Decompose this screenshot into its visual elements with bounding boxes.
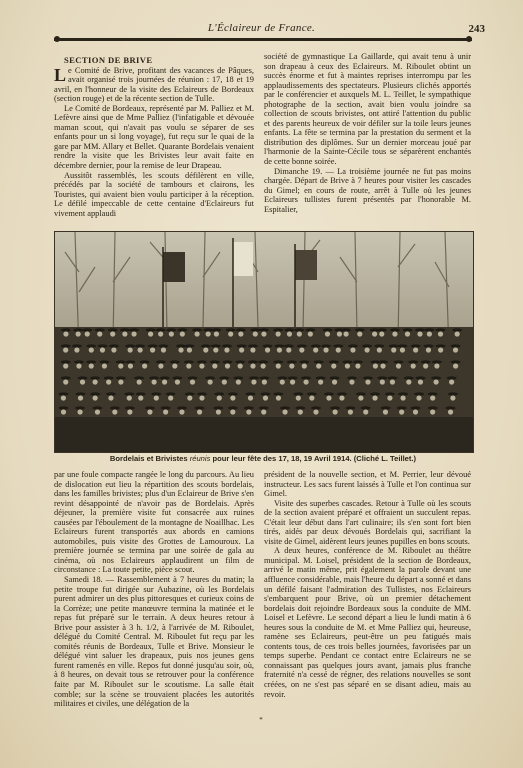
paragraph: Le Comité de Bordeaux, représenté par M. Palliez et M. Lefèvre ainsi que de Mme Palliez (l'infatigable et dévouée maman scout, qui n'avait pas voulu se séparer de ses enfants pour un si long voyage), fut reçu sur le quai de la gare par MM. Allary et Bellet. Quarante Bordelais venaient rendre la visite que les Brivistes leur avait faite en décembre dernier, pour la remise de leur Drapeau. (54, 103, 254, 171)
paragraph: par une foule compacte rangée le long du parcours. Au lieu de dislocation eut lieu la répartition des scouts bordelais, dans les familles brivistes; plus d'un Eclaireur de Brive s'en revint désappointé de n'avoir pas de Bordelais. Après déjeuner, la première visite fut consacrée aux ruines causées par l'éboulement de la montagne de Noaillhac. Les Eclaireurs furent transportés aux abords en camions automobiles, puis visite des Grottes de Lamouroux. La première journée se termina par une soirée de gala au cinéma, où nos Eclaireurs applaudirent un film de circonstance : La toute petite, pièce scout. (54, 470, 254, 575)
column-bottom-left-text (54, 470, 254, 709)
group-photo (54, 231, 474, 453)
column-bottom-right-text (264, 470, 471, 699)
drop-cap: L (54, 64, 67, 85)
end-ornament: * (259, 716, 263, 724)
caption-prefix: Bordelais et Brivistes (109, 454, 188, 463)
group-photo-image (55, 232, 473, 452)
column-top-left-text (54, 66, 254, 219)
column-bottom-left (54, 470, 254, 709)
section-heading: SECTION DE BRIVE (64, 55, 153, 65)
paragraph: Samedi 18. — Rassemblement à 7 heures du matin; la petite troupe fut dirigée sur Aubazine, où les Bordelais purent admirer un des plus pittoresques et curieux coins de la Corrèze; une petite manœuvre termina la matinée et le repas fut préparé sur le terrain. A deux heures retour à Brive pour assister à 3 h. 1/2, à l'arrivée de M. Riboulet, délégué du Comité Central. M. Riboulet fut reçu par les comités réunis de Bordeaux, Tulle et Brive. Monsieur le délégué vint saluer les drapeaux, puis nos jeunes gens furent ramenés en ville. Repos fut donné jusqu'au soir, où, à 8 heures, on devait tous se retrouver pour la conférence faite par M. Riboulet sur le scoutisme. La salle était comble; sur la scène se trouvaient placées les autorités militaires et civiles, une délégation de la (54, 575, 254, 709)
running-title: L'Éclaireur de France. (207, 22, 316, 34)
paragraph: Aussitôt rassemblés, les scouts défilèrent en ville, précédés par la société de tambours et clairons, les Touristes, qui avaient bien voulu participer à la réception. Le défilé impeccable de cette centaine d'Eclaireurs fut vivement applaudi (54, 170, 254, 218)
column-top-left (54, 56, 254, 218)
paragraph-text: e Comité de Brive, profitant des vacances de Pâques, avait organisé trois journées de réunion : 17, 18 et 19 avril, en l'honneur de la visite des Eclaireurs de Bordeaux (section rouge) et de la récente section de Tulle. (54, 65, 254, 104)
column-top-right-text (264, 52, 471, 214)
paragraph: Visite des superbes cascades. Retour à Tulle où les scouts de la section avaient préparé et offraient un succulent repas. C'était leur début dans l'art culinaire; ils s'en sont fort bien tirés, aidés par deux dévoués Bordelais qui, sacrifiant la visite de Gimel, aidèrent leurs jeunes pupilles en bons scouts. (264, 498, 471, 546)
page-number: 243 (468, 23, 485, 35)
header-rule (54, 38, 472, 41)
photo-caption (54, 454, 472, 463)
paragraph: président de la nouvelle section, et M. Perrier, leur dévoué instructeur. Les sacs furent laissés à Tulle et l'on continua sur Gimel. (264, 470, 471, 499)
caption-italic: réunis (189, 454, 211, 463)
paragraph (54, 66, 254, 104)
paragraph: Dimanche 19. — La troisième journée ne fut pas moins chargée. Départ de Brive à 7 heures pour visiter les cascades du Gimel; en cours de route, arrêt à Tulle où les jeunes Eclaireurs tullistes furent présentés par l'honorable M. Espitalier, (264, 166, 471, 214)
caption-suffix: pour leur fête des 17, 18, 19 Avril 1914. (Cliché L. Teillet.) (212, 454, 417, 463)
paragraph: société de gymnastique La Gaillarde, qui avait tenu à unir son drapeau à ceux des Eclaireurs. M. Riboulet obtint un succès énorme et fut à maintes reprises interrompu par les applaudissements des spectateurs. Plusieurs clichés apportés par le conférencier et auxquels M. L. Teillet, le sympathique photographe de la section, avait bien voulu joindre sa collection de scouts brivistes, ont attiré l'attention du public et des parents heureux de voir défiler sur la toile leurs jeunes enfants. La fête se termina par la prestation du serment et la distribution des diplômes. Sur un dernier morceau joué par l'harmonie de la Sainte-Cécile tous se séparèrent enchantés de cette bonne soirée. (264, 52, 471, 167)
column-top-right (264, 52, 471, 214)
column-bottom-right (264, 470, 471, 699)
paragraph: A deux heures, conférence de M. Riboulet au théâtre municipal. M. Loisel, président de la section de Bordeaux, arrivé le matin même, prit également la parole devant une affluence considérable, mais l'heure du départ a sonné et dans un défilé faisant l'admiration des Tullistes, nos Eclaireurs s'embarquent pour Brive, où un premier détachement bordelais doit rejoindre Bordeaux sous la conduite de MM. Loisel et Lefèvre. Le second départ a lieu le lundi matin à 6 heures sous la conduite de M. et Mme Palliez qui, heureuse, ramène ses Eclaireurs, peut-être un peu fatigués mais contents tous, de ces trois belles journées, favorisées par un temps superbe. Pendant ce contact entre Eclaireurs ne se connaissant pas quelques jours avant, jamais plus franche fraternité n'a cessé de régner, des relations nouvelles se sont créées, on ne s'est pas séparé en se disant adieu, mais au revoir. (264, 546, 471, 699)
